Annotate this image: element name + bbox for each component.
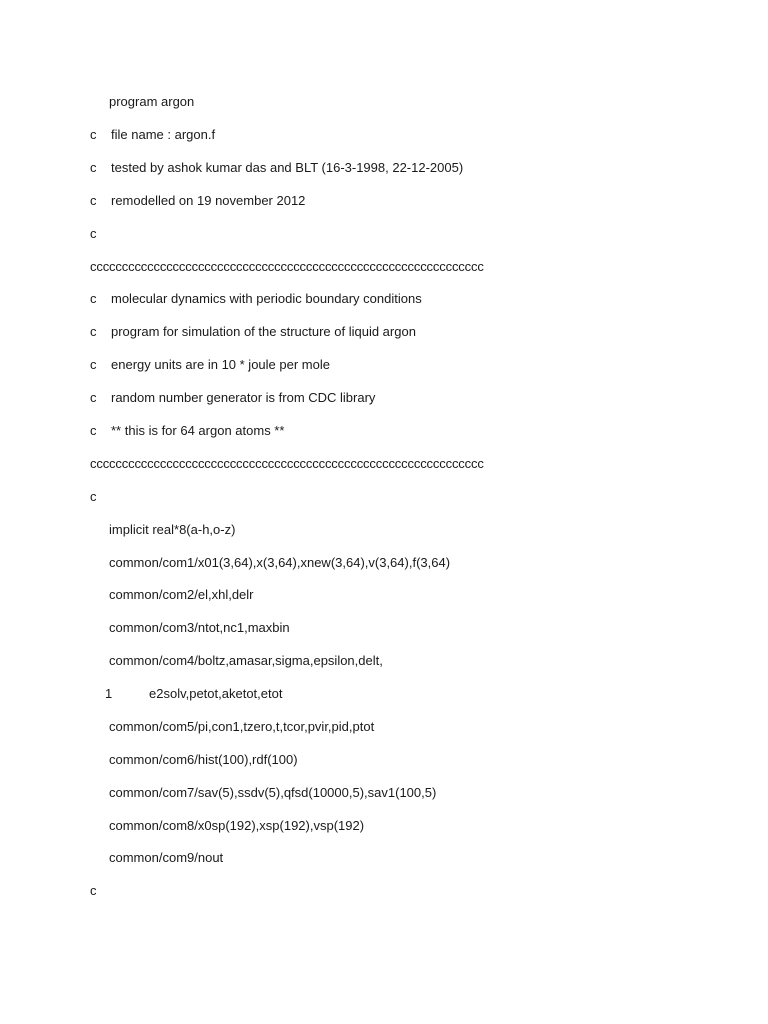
- code-text: common/com2/el,xhl,delr: [109, 587, 254, 602]
- comment-line: [90, 322, 416, 342]
- comment-text: energy units are in 10 * joule per mole: [111, 357, 330, 372]
- comment-marker: c: [90, 291, 97, 306]
- code-text: common/com5/pi,con1,tzero,t,tcor,pvir,pid,ptot: [109, 719, 375, 734]
- comment-marker: c: [90, 226, 97, 241]
- comment-marker: c: [90, 357, 97, 372]
- code-text: implicit real*8(a-h,o-z): [109, 522, 236, 537]
- code-text: common/com1/x01(3,64),x(3,64),xnew(3,64),v(3,64),f(3,64): [109, 555, 451, 570]
- comment-text: remodelled on 19 november 2012: [111, 193, 306, 208]
- comment-line: [90, 388, 376, 408]
- code-line: [90, 585, 254, 605]
- comment-line: [90, 289, 422, 309]
- comment-marker: c: [90, 489, 97, 504]
- code-line: [90, 651, 383, 671]
- code-line: [90, 553, 451, 573]
- code-text: common/com4/boltz,amasar,sigma,epsilon,delt,: [109, 653, 383, 668]
- code-text: common/com7/sav(5),ssdv(5),qfsd(10000,5),sav1(100,5): [109, 785, 437, 800]
- code-line: [90, 816, 365, 836]
- code-text: common/com8/x0sp(192),xsp(192),vsp(192): [109, 818, 365, 833]
- code-line: [90, 520, 236, 540]
- code-line: [90, 618, 290, 638]
- comment-text: file name : argon.f: [111, 127, 216, 142]
- comment-marker: c: [90, 390, 97, 405]
- comment-marker: c: [90, 160, 97, 175]
- code-text: common/com9/nout: [109, 850, 224, 865]
- comment-marker: c: [90, 193, 97, 208]
- comment-line: [90, 487, 104, 507]
- comment-text: tested by ashok kumar das and BLT (16-3-1998, 22-12-2005): [111, 160, 464, 175]
- comment-line: [90, 355, 330, 375]
- continuation-line: [90, 684, 283, 704]
- comment-banner: cccccccccccccccccccccccccccccccccccccccccccccccccccccccccccccc: [90, 259, 484, 274]
- comment-text: ** this is for 64 argon atoms **: [111, 423, 285, 438]
- comment-banner-line: [90, 257, 484, 277]
- code-line: [90, 848, 224, 868]
- code-line: [90, 717, 375, 737]
- comment-line: [90, 125, 216, 145]
- comment-line: [90, 881, 104, 901]
- comment-marker: c: [90, 883, 97, 898]
- comment-banner-line: [90, 454, 484, 474]
- comment-line: [90, 224, 104, 244]
- comment-text: program for simulation of the structure of liquid argon: [111, 324, 416, 339]
- comment-line: [90, 158, 464, 178]
- comment-banner: cccccccccccccccccccccccccccccccccccccccccccccccccccccccccccccc: [90, 456, 484, 471]
- comment-text: molecular dynamics with periodic boundary conditions: [111, 291, 422, 306]
- comment-marker: c: [90, 423, 97, 438]
- comment-line: [90, 191, 306, 211]
- comment-line: [90, 421, 285, 441]
- code-line: [90, 92, 195, 112]
- continuation-number: 1: [105, 686, 113, 701]
- code-text: common/com6/hist(100),rdf(100): [109, 752, 298, 767]
- comment-marker: c: [90, 127, 97, 142]
- code-text: common/com3/ntot,nc1,maxbin: [109, 620, 290, 635]
- code-text: program argon: [109, 94, 195, 109]
- code-line: [90, 750, 298, 770]
- comment-text: random number generator is from CDC library: [111, 390, 376, 405]
- code-line: [90, 783, 437, 803]
- comment-marker: c: [90, 324, 97, 339]
- code-text: e2solv,petot,aketot,etot: [149, 686, 283, 701]
